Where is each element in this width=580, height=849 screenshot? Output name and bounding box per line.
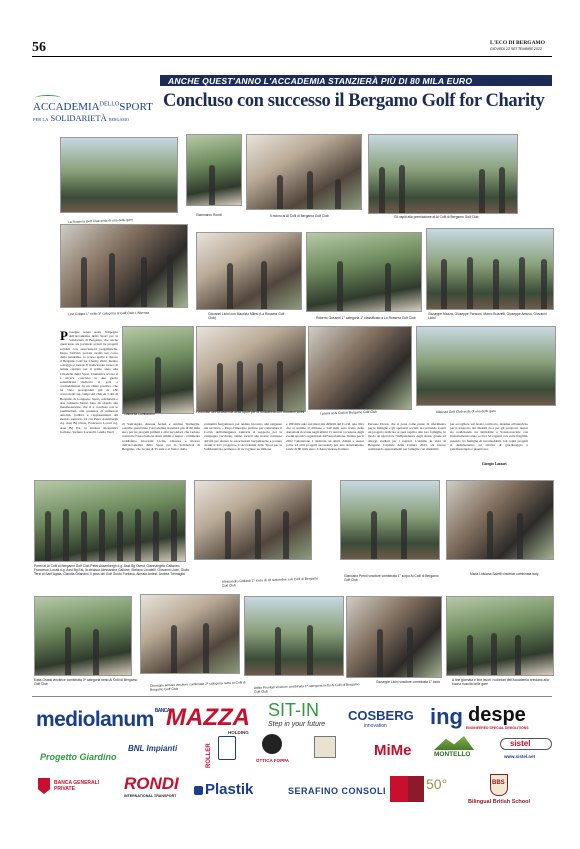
sponsor-generali-icon	[38, 778, 50, 794]
sponsor-mazza-sub: HOLDING	[228, 730, 249, 735]
sponsor-anniversary: 50°	[426, 776, 448, 792]
photo-ospiti-premiazione	[368, 134, 518, 214]
header-rule	[32, 56, 552, 57]
sponsor-bnl-impianti: BNL Impianti	[128, 744, 178, 753]
photo-brindisi-volontari	[446, 596, 554, 676]
sponsor-cosberg: COSBERG	[348, 708, 414, 723]
photo-roberto-gusseni	[306, 232, 422, 312]
sponsor-mediolanum-banca: BANCA	[154, 708, 170, 714]
caption-maria-luisiana-saletti: Maria Luisiana Saletti vincitrice combinata lady	[470, 572, 539, 576]
photo-alessandro-ghilardi	[194, 480, 312, 560]
caption-roberto-gusseni: Roberto Gusseni 1° categoria 1° classificato a La Rossera Golf Club	[316, 316, 416, 320]
brand-line2: PER LA	[33, 117, 49, 122]
photo-mazza-group	[426, 228, 554, 310]
sponsor-sistel: sistel	[510, 739, 531, 748]
caption-giancarlo-pernil: Giancarlo Pernil vincitore combinata 1° scrpo Ai Colli di Bergamo Golf Club	[344, 574, 439, 582]
caption-alessandro-ghilardi: Alessandro Ghilardi 1° lordo di 18 settembre a Ai Colli di Bergamo Golf Club	[221, 576, 319, 588]
sponsor-foppa-icon	[262, 734, 282, 754]
sponsor-plastik: Plastik	[205, 781, 254, 798]
caption-mazza-group: Giuseppe Mazza, Giuseppe Pansoni, Marco Buzzelli, Giuseppe Amuso, Giovanni Licini	[428, 312, 547, 320]
caption-attilio-previtali: Attilio Previtali vincitore combinata 1ª categoria netto Ai Colli di Bergamo Golf Club	[253, 682, 360, 694]
caption-ospiti-premiazione: Gli ospiti alla premiazione al Ai Colli di Bergamo Golf Club	[394, 215, 479, 219]
sponsor-rondi: RONDI	[124, 774, 179, 793]
brand-line2c: BERGAMO	[108, 117, 129, 122]
sponsor-serafino-consoli: SERAFINO CONSOLI	[288, 786, 387, 796]
photo-giuseppe-amuso	[140, 594, 240, 674]
sponsor-plastik-icon	[194, 786, 203, 795]
sponsor-line-icon	[390, 776, 410, 802]
photo-giancarlo-pernil	[340, 480, 440, 560]
photo-katia-grassi	[34, 596, 132, 676]
caption-gianmarco-rondi: Gianmarco Rondi	[196, 213, 222, 217]
caption-premi-autorita: Premi al Ai Colli di Bergamo Golf Club Peter Assenbergh d.g. Asst Bg Ovest, Giannangelo Cattaneo, Francesco Locati d.g. Asst Bg Est, la sindaca Alessandra Gallone, Stefano Locatelli, Giovanni Licini, Giulio Terzi di Sant'Agata, Claudia Orlandini, il poss del Golf Guido Fontana, Alessia Ardesi, Andrea Tremaglia	[34, 564, 190, 576]
sponsor-roller-mark-icon	[218, 736, 236, 760]
article-signature: Giorgio Lazzari	[482, 462, 507, 466]
photo-gianmarco-rondi	[186, 134, 242, 206]
sponsor-despe: despe	[468, 704, 526, 726]
caption-brindisi-volontari: A fine giornata e fine lavori i volontari dell'Accademia brindano alla buona riuscita delle gare	[452, 678, 549, 686]
article-col3: comunità bergamasca per andare incontro alle esigenze del territorio -. Dopo l'impegno profuso per contrastare il Covid, dell'emergenza sanitaria al supporto per la campagna vaccinale, siamo tornati alle nostre consuete attività per aiutare le associazioni bergamasche a portare avanti il loro progetto». L'Accademia dello Sport per la Solidarietà ha permesso di raccogliere un milione	[204, 422, 282, 451]
photo-lino-grippa	[60, 224, 188, 308]
photo-giuseppe-licini	[346, 596, 442, 678]
sponsor-despe-sub: ENGINEERED SPECIAL DEMOLITIONS	[466, 726, 529, 730]
photo-premi-autorita	[34, 480, 186, 562]
sponsor-mazza: MAZZA	[166, 704, 250, 731]
sponsor-generali: BANCA GENERALI PRIVATE	[54, 780, 100, 792]
caption-giuseppe-amuso: Giuseppe Amuso vincitore combinata 2ª categoria netto Ai Colli di Bergamo Golf Club	[149, 680, 246, 692]
sponsor-montello: MONTELLO	[434, 751, 471, 758]
sponsor-rondi-sub: INTERNATIONAL TRANSPORT	[124, 794, 177, 798]
caption-licini-milesi: Giovanni Licini con Maurizio Milesi (La Rossera Golf Club)	[208, 312, 285, 320]
page-date: GIOVEDÌ 22 SETTEMBRE 2022	[490, 47, 542, 51]
photo-maria-luisiana-saletti	[446, 480, 554, 560]
headline: Concluso con successo il Bergamo Golf for Charity	[163, 91, 545, 111]
article-dropcap: P	[60, 328, 68, 343]
sponsor-emblem-icon	[314, 736, 336, 758]
photo-ristoro	[246, 134, 362, 210]
accademia-logo	[33, 95, 163, 125]
sponsor-montello-icon	[434, 736, 474, 750]
caption-la-rossera: La Rossera Golf Club sede di una delle gare	[67, 217, 133, 225]
caption-volontari: I volontari dell'Accademia dello Sport per la Solidarietà con Giovanni Licini	[196, 410, 305, 414]
brand-line2b: SOLIDARIETÀ	[50, 113, 107, 123]
sponsor-progetto-giardino: Progetto Giardino	[40, 752, 117, 762]
brand-line1c: SPORT	[119, 101, 153, 113]
photo-attilio-previtali	[244, 596, 344, 676]
caption-albenza: Albenza Golf Club sede di una delle gare	[435, 409, 496, 415]
article-col5: Persone Down, che si pone come punto di riferimento per le famiglie e gli operatori sociali, sta portando avanti un progetto dedicato ai suoi ospiti e alle loro famiglie, in modo da agevolare l'indipendenza degli stessi, grazie ad alloggi studiati per i ragazzi. L'Ammi, in vista di Bergamo Capitale della Cultura 2023, sta invece realizzando appartamenti per famiglie con disabilità	[368, 422, 446, 451]
article-col1-text: rosegue senza sosta l'impegno dell'Accademia dello Sport per la Solidarietà di Bergamo, che anche quest'anno sta portando avanti tre progetti solidali con associazioni bergamasche. Dopo l'attività portata avanti nel corso della pandemia, lo scorso aprile è ripreso il Bergamo Golf for Charity 2022, mentre a maggio è tornato il tradizionale torneo di tennis capitato per il primo anno alla Cittadella dello Sport. Domenica scorsa si è invece concluso la due giorni settembrina dedicata al golf e contraddistinta da un clima positivo, che ha visto protagonisti più di 180 concorrenti sui campi del club Ai Colli di Bergamo di Longuelo. Sport, solidarietà e arte culinaria hanno fatto da sfondo alla manifestazione, che si è conclusa con le premiazioni, alla presenza di numerosi autorità, politici e rappresentanti del mondo sanitario tra cui Peter Assenbergh d.g. Asst Bg Ovest, Francesco Locati d.g. Asst Bg Est, la sindaca Alessandra Gallone, Stefano Locatelli, Giulio Terzi	[60, 330, 118, 434]
sponsor-cosberg-sub: innovation	[364, 723, 387, 729]
sponsor-sitin: SIT-IN	[268, 700, 320, 720]
caption-premi: I premi al Ai Colli di Bergamo Golf Club	[319, 409, 378, 416]
photo-albenza	[416, 326, 556, 406]
sponsor-foppa: OTTICA FOPPA	[256, 758, 289, 763]
sponsor-bbs-sub: Bilingual British School	[468, 799, 531, 805]
sponsor-sistel-url: www.sistel.net	[504, 754, 536, 759]
photo-premi	[308, 326, 412, 410]
caption-gabriella-lombardini: Gabriella Lombardini	[124, 412, 155, 416]
photo-la-rossera	[60, 137, 178, 213]
photo-gabriella-lombardini	[122, 326, 194, 414]
article-col4: e 180 mila euro nei mesi più difficili del Covid, una cifra che si somma al milione e 540 mila euro frutto delle donazioni ricevute negli ultimi 15 anni in occasione degli eventi sportivi organizzati dall'associazione. Inoltre per il 2022 l'attenzione è dedicata ad Aiuti, Ammi e Aepar (oltre ad altri progetti secondari) per uno stanziamento totale di 80 mila euro. L'Associazione Italiana	[286, 422, 364, 451]
caption-katia-grassi: Katia Grassi vincitrice combinata 3ª categoria netto Ai Colli di Bergamo Golf Club	[34, 678, 138, 686]
sponsor-rule	[32, 696, 552, 697]
sponsor-mime: MiMe	[374, 742, 412, 759]
sponsor-ing: ing	[430, 704, 463, 729]
sponsor-roller: ROLLER	[206, 743, 212, 768]
sponsor-mediolanum: mediolanum$^{BANCA}$	[36, 708, 170, 731]
caption-giuseppe-licini: Giuseppe Licini vincitore combinata 1° lordo	[376, 680, 441, 684]
article-col1	[60, 330, 118, 466]
article-col6: per accogliere sul nostro territorio, insieme all'autorizzo per il trasporto dei disabili da e per gli aeroporti. Aepar sta realizzando un immobile a Scanzorosciate con finanziamento aiuto a circa 50 ragazzi con varie fragilità, essendo tra famiglie di incomodabili. Gli ospiti progetti si dedicheranno ad attività di giardinaggio e giardinoterapia e piastricera.	[450, 422, 528, 451]
kicker: ANCHE QUEST'ANNO L'ACCADEMIA STANZIERÀ PIÙ DI 80 MILA EURO	[168, 76, 473, 86]
sponsor-bbs: BBS	[492, 780, 505, 786]
article-col2: di Sant'Agata, Alessia Ardesi e Andrea Tremaglia. «Anche quest'anno l'Accademia stanzierà più di 80 mila euro per tre progetti primari e altri secondari, che vedono coinvolte l'associazione Aiuti Ammi e Aepar - commenta soddisfatto Giovanni Licini, ideatore e motore dell'Accademia dello Sport per la Solidarietà di Bergamo, che da più di 35 anni è al fianco della	[122, 422, 200, 451]
photo-volontari	[196, 326, 306, 412]
sponsor-sitin-sub: Step in your future	[268, 721, 326, 728]
newspaper-name: L'ECO DI BERGAMO	[490, 40, 546, 46]
brand-line1: ACCADEMIA	[33, 101, 100, 113]
page-number: 56	[32, 40, 46, 55]
caption-ristoro: Il ristoro al Ai Colli di Bergamo Golf Club	[270, 214, 329, 218]
sponsor-line-icon-2	[408, 776, 424, 802]
photo-licini-milesi	[196, 232, 302, 310]
brand-line1b: DELLO	[99, 101, 120, 108]
caption-lino-grippa: Lino Grippa 1° netto 1ª categoria al Golf Club L'Albenza	[67, 310, 150, 317]
